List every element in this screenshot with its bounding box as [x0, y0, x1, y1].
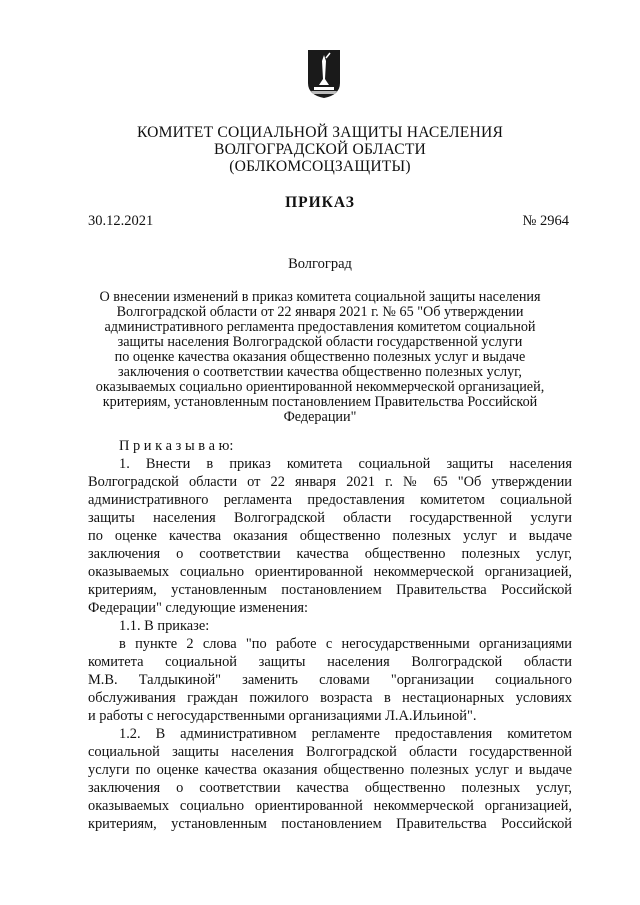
item1-2-line: социальной защиты населения Волгоградской области государственной [88, 744, 572, 760]
subject-line: О внесении изменений в приказ комитета социальной защиты населения [99, 289, 541, 305]
coat-of-arms-emblem [307, 49, 341, 99]
item1-line: заключения о соответствии качества общественно полезных услуг, [88, 546, 572, 562]
document-number: № 2964 [522, 213, 569, 229]
item1-2-line: критериям, установленным постановлением Правительства Российской [88, 816, 572, 832]
item1-2-line: оказываемых социально ориентированной некоммерческой организацией, [88, 798, 572, 814]
item1-line: оказываемых социально ориентированной некоммерческой организацией, [88, 564, 572, 580]
item1-line: по оценке качества оказания общественно полезных услуг и выдаче [88, 528, 572, 544]
org-name-line3: (ОБЛКОМСОЦЗАЩИТЫ) [229, 158, 411, 175]
item1-2-line: услуги по оценке качества оказания общественно полезных услуг и выдаче [88, 762, 572, 778]
item1-1-line: обслуживания граждан пожилого возраста в нестационарных условиях [88, 690, 572, 706]
document-type: ПРИКАЗ [285, 194, 355, 211]
item1-line: критериям, установленным постановлением Правительства Российской [88, 582, 572, 598]
item1-2-line: 1.2. В административном регламенте предоставления комитетом [119, 726, 572, 742]
subject-line: заключения о соответствии качества общественно полезных услуг, [118, 364, 522, 380]
subject-line: оказываемых социально ориентированной некоммерческой организацией, [95, 379, 545, 395]
item1-1-heading: 1.1. В приказе: [119, 618, 210, 634]
item1-1-line: и работы с негосударственными организациями Л.А.Ильиной". [88, 708, 477, 724]
item1-line: административного регламента предоставления комитетом социальной [88, 492, 572, 508]
item1-line: защиты населения Волгоградской области государственной услуги [88, 510, 572, 526]
subject-line: критериям, установленным постановлением Правительства Российской [102, 394, 538, 410]
item1-1-line: в пункте 2 слова "по работе с негосударственными организациями [119, 636, 572, 652]
item1-line: Волгоградской области от 22 января 2021 г. № 65 "Об утверждении [88, 474, 572, 490]
item1-1-line: М.В. Талдыкиной" заменить словами "организации социального [88, 672, 572, 688]
item1-1-line: комитета социальной защиты населения Волгоградской области [88, 654, 572, 670]
order-word: П р и к а з ы в а ю: [119, 438, 234, 454]
item1-line: 1. Внести в приказ комитета социальной защиты населения [119, 456, 572, 472]
subject-line: Волгоградской области от 22 января 2021 г. № 65 "Об утверждении [116, 304, 524, 320]
subject-line: Федерации" [283, 409, 357, 425]
city-name: Волгоград [288, 256, 352, 272]
org-name-line1: КОМИТЕТ СОЦИАЛЬНОЙ ЗАЩИТЫ НАСЕЛЕНИЯ [136, 124, 504, 141]
subject-line: защиты населения Волгоградской области государственной услуги [117, 334, 523, 350]
subject-line: административного регламента предоставления комитетом социальной [104, 319, 536, 335]
org-name-line2: ВОЛГОГРАДСКОЙ ОБЛАСТИ [213, 141, 427, 158]
item1-line: Федерации" следующие изменения: [88, 600, 309, 616]
item1-2-line: заключения о соответствии качества общественно полезных услуг, [88, 780, 572, 796]
subject-line: по оценке качества оказания общественно полезных услуг и выдаче [114, 349, 526, 365]
document-date: 30.12.2021 [88, 213, 154, 229]
